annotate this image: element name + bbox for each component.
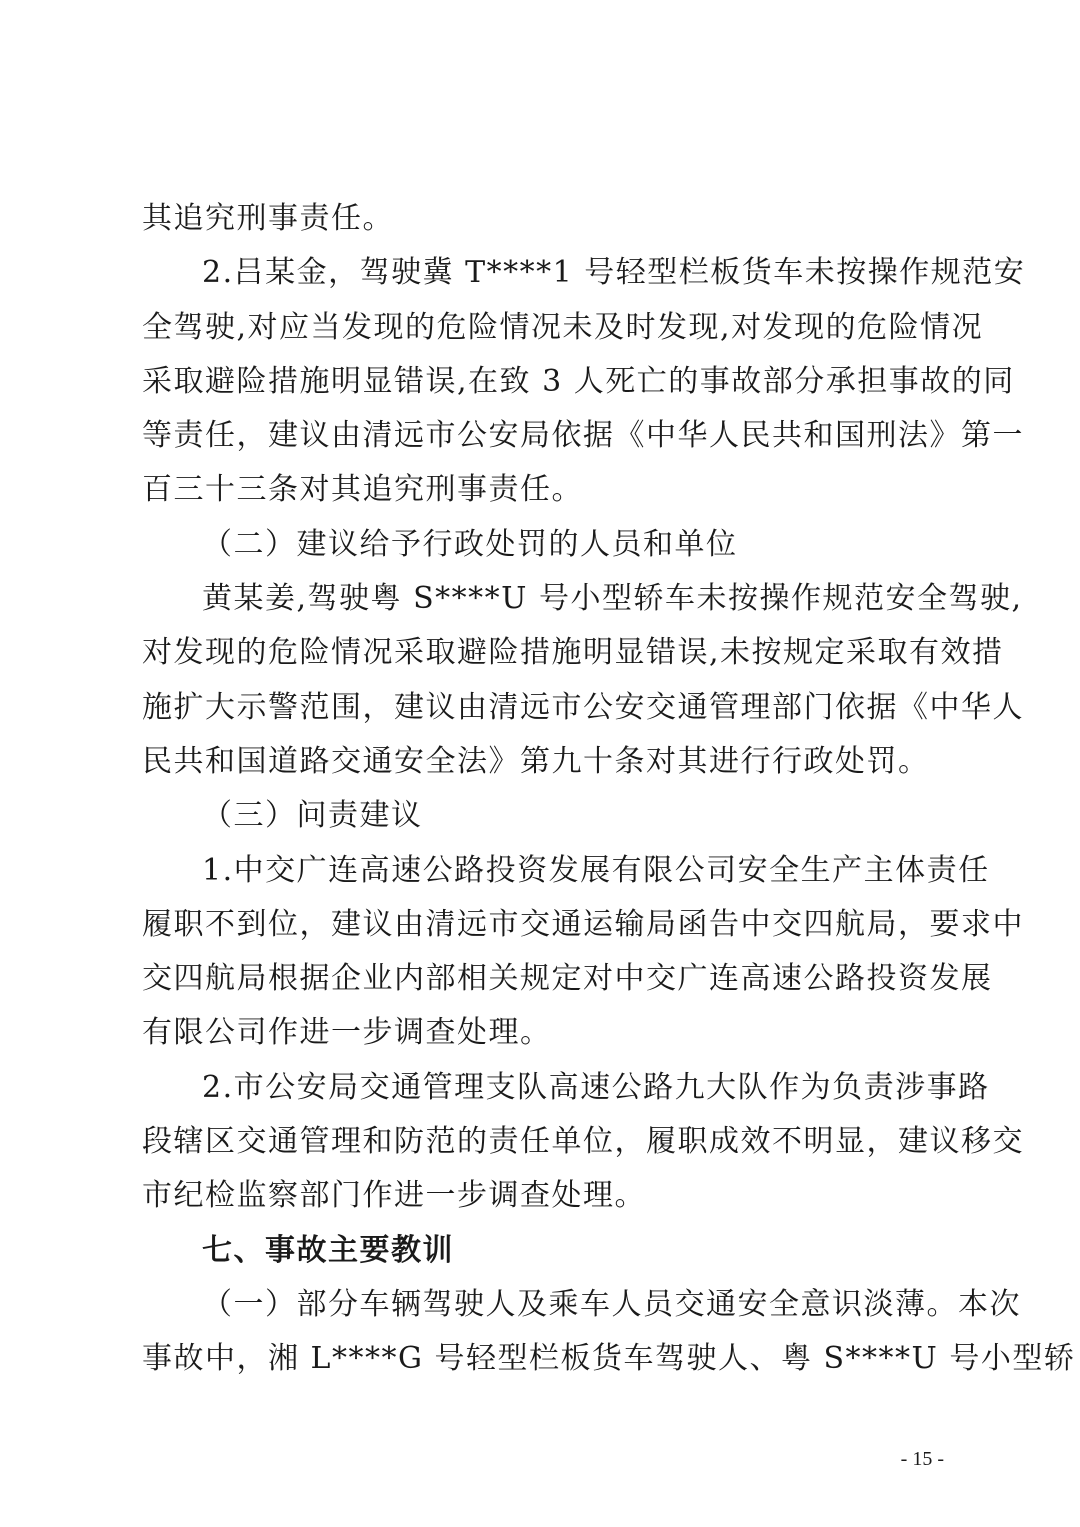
paragraph-line: 市纪检监察部门作进一步调查处理。 bbox=[142, 1178, 646, 1214]
paragraph-line: （一）部分车辆驾驶人及乘车人员交通安全意识淡薄。本次 bbox=[202, 1286, 1021, 1322]
paragraph-line: 2.市公安局交通管理支队高速公路九大队作为负责涉事路 bbox=[202, 1069, 990, 1105]
paragraph-line: 1.中交广连高速公路投资发展有限公司安全生产主体责任 bbox=[202, 852, 990, 888]
paragraph-line: 履职不到位，建议由清远市交通运输局函告中交四航局，要求中 bbox=[142, 906, 1024, 942]
paragraph-line: 有限公司作进一步调查处理。 bbox=[142, 1015, 552, 1051]
paragraph-line: 百三十三条对其追究刑事责任。 bbox=[142, 472, 583, 508]
page-number: - 15 - bbox=[900, 1448, 944, 1470]
paragraph-line: 全驾驶,对应当发现的危险情况未及时发现,对发现的危险情况 bbox=[142, 309, 984, 345]
paragraph-line: 施扩大示警范围，建议由清远市公安交通管理部门依据《中华人 bbox=[142, 689, 1024, 725]
paragraph-line: 其追究刑事责任。 bbox=[142, 201, 394, 236]
body-text bbox=[142, 192, 1076, 1387]
paragraph-line: 民共和国道路交通安全法》第九十条对其进行行政处罚。 bbox=[142, 743, 930, 779]
chapter-heading: 七、事故主要教训 bbox=[202, 1232, 454, 1268]
paragraph-line: 事故中，湘 L****G 号轻型栏板货车驾驶人、粤 S****U 号小型轿 bbox=[142, 1341, 1076, 1377]
section-heading: （二）建议给予行政处罚的人员和单位 bbox=[202, 526, 738, 562]
paragraph-line: 等责任，建议由清远市公安局依据《中华人民共和国刑法》第一 bbox=[142, 418, 1024, 454]
paragraph-line: 黄某姜,驾驶粤 S****U 号小型轿车未按操作规范安全驾驶, bbox=[202, 581, 1023, 617]
paragraph-line: 段辖区交通管理和防范的责任单位，履职成效不明显，建议移交 bbox=[142, 1124, 1024, 1160]
section-heading: （三）问责建议 bbox=[202, 798, 423, 834]
paragraph-line: 对发现的危险情况采取避险措施明显错误,未按规定采取有效措 bbox=[142, 635, 1004, 671]
paragraph-line: 2.吕某金，驾驶冀 T****1 号轻型栏板货车未按操作规范安 bbox=[202, 255, 1026, 291]
paragraph-line: 采取避险措施明显错误,在致 3 人死亡的事故部分承担事故的同 bbox=[142, 363, 1015, 399]
paragraph-line: 交四航局根据企业内部相关规定对中交广连高速公路投资发展 bbox=[142, 961, 993, 997]
